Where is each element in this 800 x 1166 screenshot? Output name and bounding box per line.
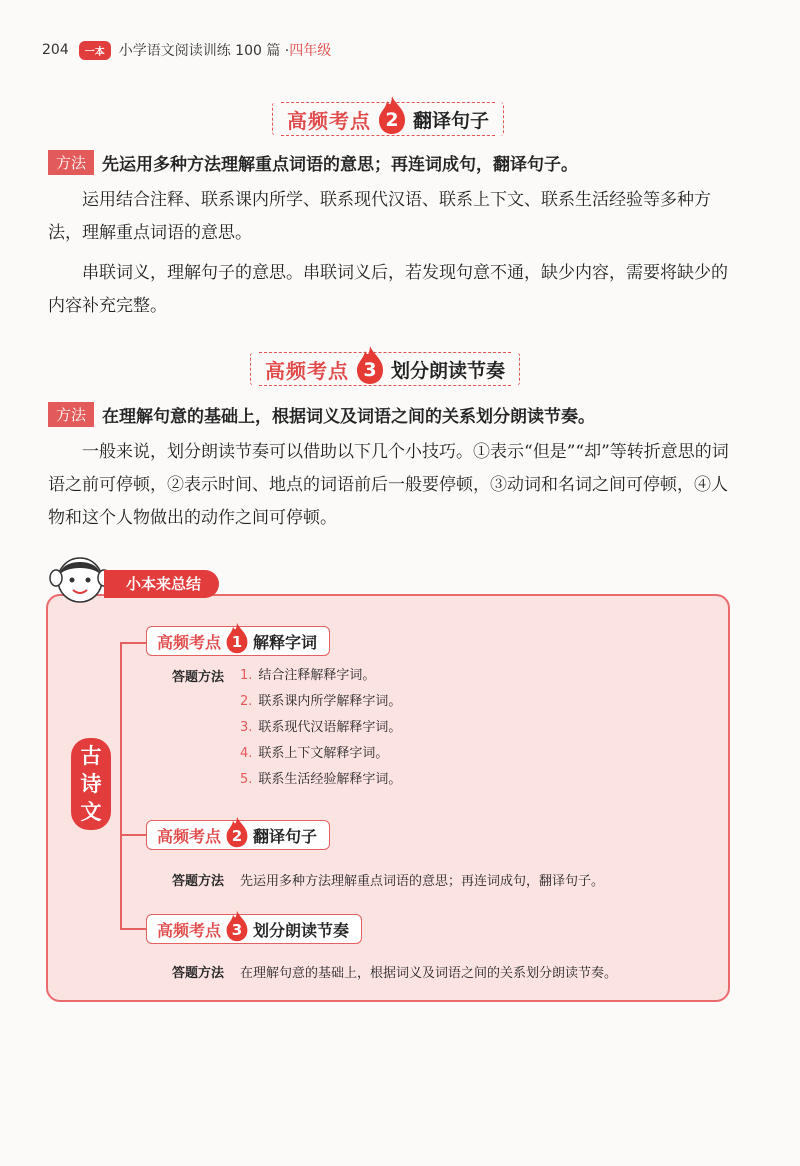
section-2-method	[48, 150, 578, 175]
badge-label: 高频考点	[157, 632, 222, 652]
badge-number: 3	[231, 921, 243, 939]
section-2-paragraph-1: 运用结合注释、联系课内所学、联系现代汉语、联系上下文、联系生活经验等多种方法，理解重点词语的意思。	[48, 190, 711, 243]
badge-label: 高频考点	[157, 826, 222, 846]
list-item: 1. 结合注释解释字词。	[240, 668, 376, 683]
answer-text: 先运用多种方法理解重点词语的意思；再连词成句，翻译句子。	[240, 874, 605, 889]
page-number: 204	[42, 42, 69, 58]
method-tag: 方法	[48, 150, 94, 175]
category-label	[71, 738, 111, 830]
section-2-badge: 高频考点	[287, 108, 371, 133]
answer-label: 答题方法	[172, 670, 225, 685]
flame-icon	[225, 910, 249, 942]
tree-line	[120, 642, 122, 930]
answer-label: 答题方法	[172, 874, 225, 889]
list-item: 5. 联系生活经验解释字词。	[240, 772, 402, 787]
badge-title: 划分朗读节奏	[253, 920, 350, 940]
answer-label: 答题方法	[172, 966, 225, 981]
badge-label: 高频考点	[157, 920, 222, 940]
answer-steps	[240, 663, 401, 793]
brand-logo: 一本	[79, 41, 111, 60]
section-3-heading: 划分朗读节奏	[391, 359, 506, 382]
flame-icon	[355, 345, 385, 385]
section-2-heading: 翻译句子	[413, 109, 490, 132]
section-3-badge: 高频考点	[265, 358, 349, 383]
section-3-title	[250, 352, 520, 386]
summary-item-3-badge	[146, 914, 362, 944]
summary-panel	[46, 548, 730, 1000]
flame-icon	[225, 622, 249, 654]
list-item: 4. 联系上下文解释字词。	[240, 746, 389, 761]
section-3-method	[48, 402, 595, 427]
summary-header: 小本来总结	[104, 570, 219, 598]
book-title: 小学语文阅读训练 100 篇 ·	[118, 43, 290, 59]
tree-branch	[120, 642, 148, 644]
section-3-number: 3	[363, 359, 377, 381]
category-text: 古 诗 文	[80, 744, 102, 824]
method-text: 在理解句意的基础上，根据词义及词语之间的关系划分朗读节奏。	[102, 407, 596, 427]
list-item: 3. 联系现代汉语解释字词。	[240, 720, 402, 735]
tree-branch	[120, 834, 148, 836]
flame-icon	[225, 816, 249, 848]
badge-title: 翻译句子	[253, 826, 318, 846]
method-tag: 方法	[48, 402, 94, 427]
list-item: 2. 联系课内所学解释字词。	[240, 694, 402, 709]
section-2-title	[272, 102, 504, 136]
method-text: 先运用多种方法理解重点词语的意思；再连词成句，翻译句子。	[102, 155, 579, 175]
answer-text: 在理解句意的基础上，根据词义及词语之间的关系划分朗读节奏。	[240, 966, 618, 981]
badge-number: 2	[231, 827, 243, 845]
flame-icon	[377, 95, 407, 135]
section-2-number: 2	[385, 109, 399, 131]
summary-item-2-badge	[146, 820, 330, 850]
badge-number: 1	[231, 633, 243, 651]
grade-label: 四年级	[289, 43, 332, 59]
section-3-paragraph-1: 一般来说，划分朗读节奏可以借助以下几个小技巧。①表示“但是”“却”等转折意思的词语之前可停顿，②表示时间、地点的词语前后一般要停顿，③动词和名词之间可停顿，④人物和这个人物做出的动作之间可停顿。	[48, 442, 729, 528]
badge-title: 解释字词	[253, 632, 318, 652]
section-2-paragraph-2: 串联词义，理解句子的意思。串联词义后，若发现句意不通，缺少内容，需要将缺少的内容补充完整。	[48, 263, 728, 316]
tree-branch	[120, 928, 148, 930]
summary-item-1-badge	[146, 626, 330, 656]
page-header	[42, 38, 331, 62]
